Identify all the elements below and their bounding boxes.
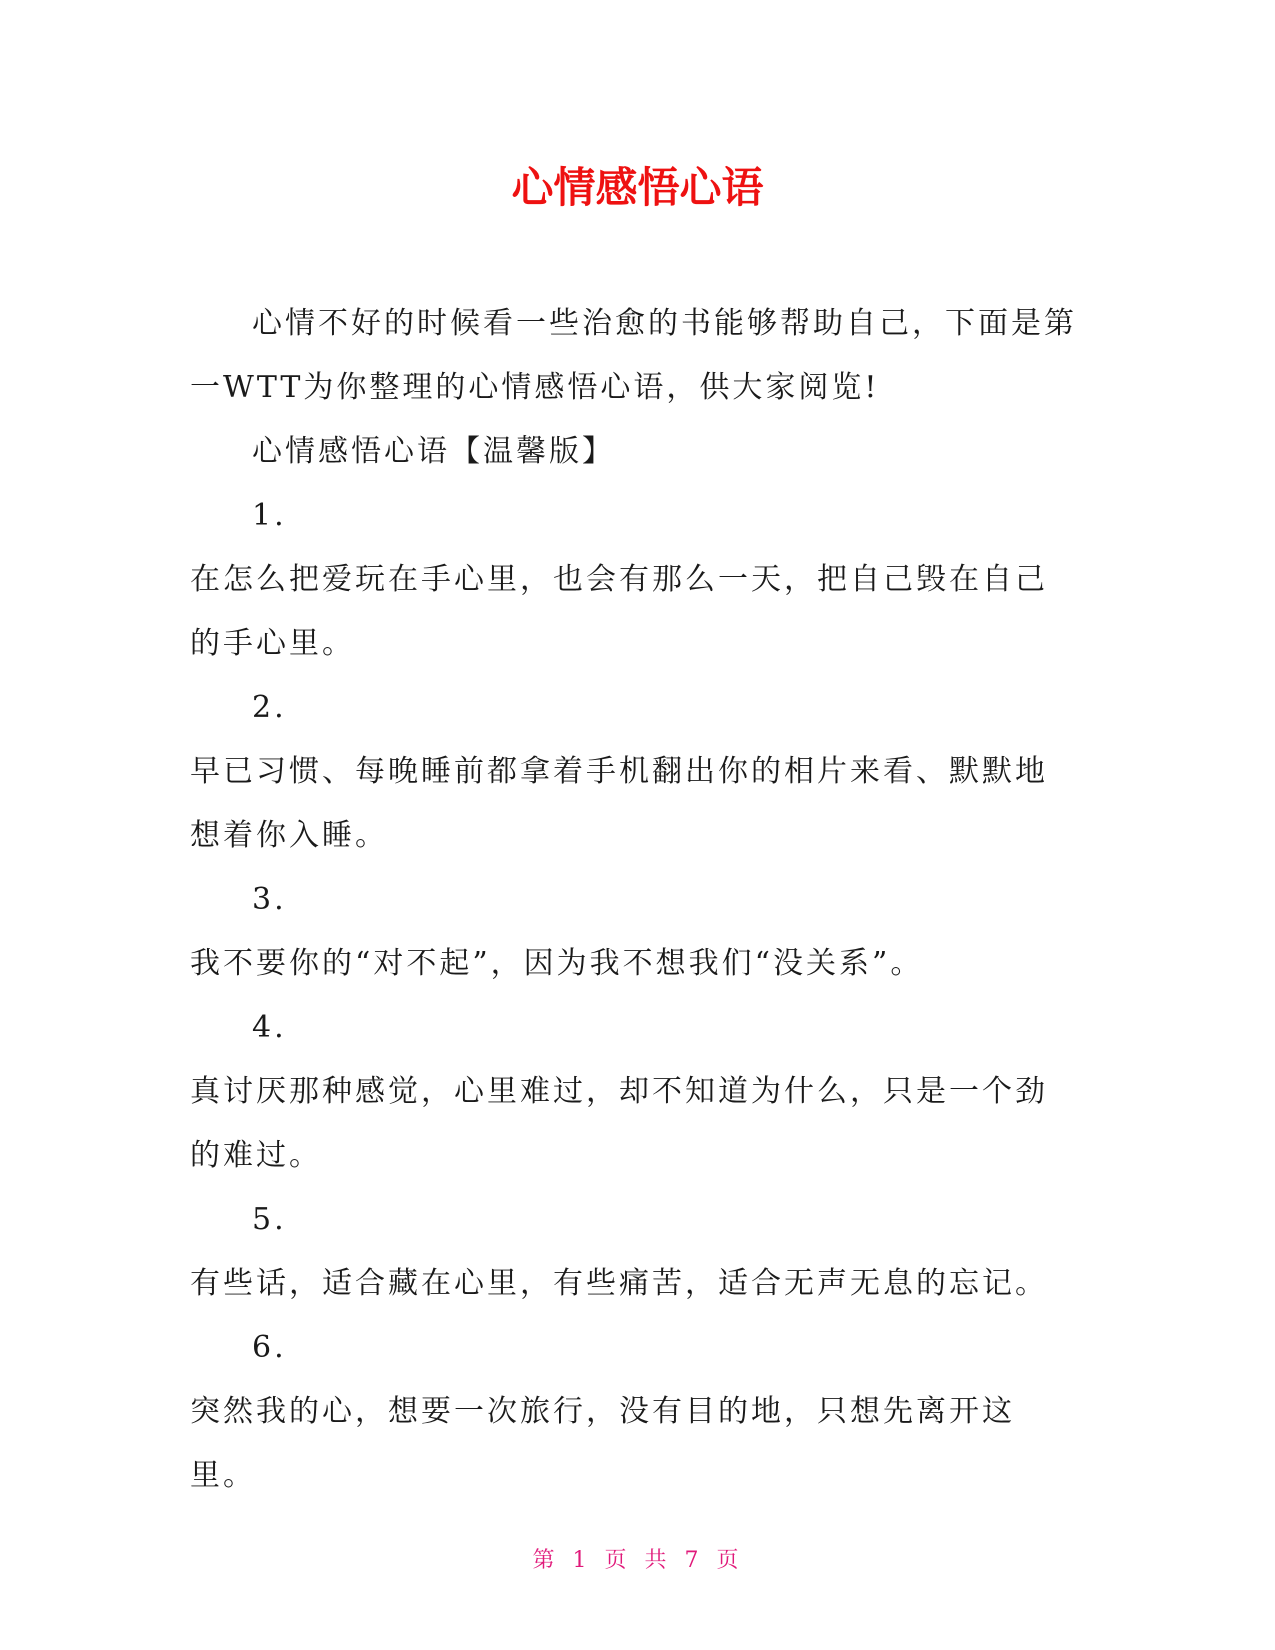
footer-total-prefix: 共 xyxy=(644,1548,671,1573)
footer-page-word: 页 xyxy=(604,1548,631,1573)
page-footer xyxy=(0,1546,1275,1576)
intro-paragraph: 心情不好的时候看一些治愈的书能够帮助自己，下面是第一WTT为你整理的心情感悟心语，供大家阅览! xyxy=(190,306,1077,405)
document-body xyxy=(190,292,1080,1508)
footer-suffix: 页 xyxy=(716,1548,743,1573)
item-number: 4. xyxy=(252,1010,287,1045)
item-number: 1. xyxy=(252,498,287,533)
item-number: 3. xyxy=(252,882,287,917)
footer-current-page: 1 xyxy=(572,1548,591,1573)
item-text: 在怎么把爱玩在手心里，也会有那么一天，把自己毁在自己的手心里。 xyxy=(190,562,1048,661)
item-number: 5. xyxy=(252,1202,287,1237)
item-number: 2. xyxy=(252,690,287,725)
footer-total-pages: 7 xyxy=(684,1548,703,1573)
document-title: 心情感悟心语 xyxy=(511,163,764,212)
section-heading: 心情感悟心语【温馨版】 xyxy=(252,434,615,469)
footer-prefix: 第 xyxy=(532,1548,559,1573)
item-number: 6. xyxy=(252,1330,287,1365)
item-text: 有些话，适合藏在心里，有些痛苦，适合无声无息的忘记。 xyxy=(190,1266,1048,1301)
item-text: 突然我的心，想要一次旅行，没有目的地，只想先离开这里。 xyxy=(190,1394,1015,1493)
item-text: 我不要你的“对不起”，因为我不想我们“没关系”。 xyxy=(190,946,924,981)
item-text: 早已习惯、每晚睡前都拿着手机翻出你的相片来看、默默地想着你入睡。 xyxy=(190,754,1048,853)
item-text: 真讨厌那种感觉，心里难过，却不知道为什么，只是一个劲的难过。 xyxy=(190,1074,1048,1173)
